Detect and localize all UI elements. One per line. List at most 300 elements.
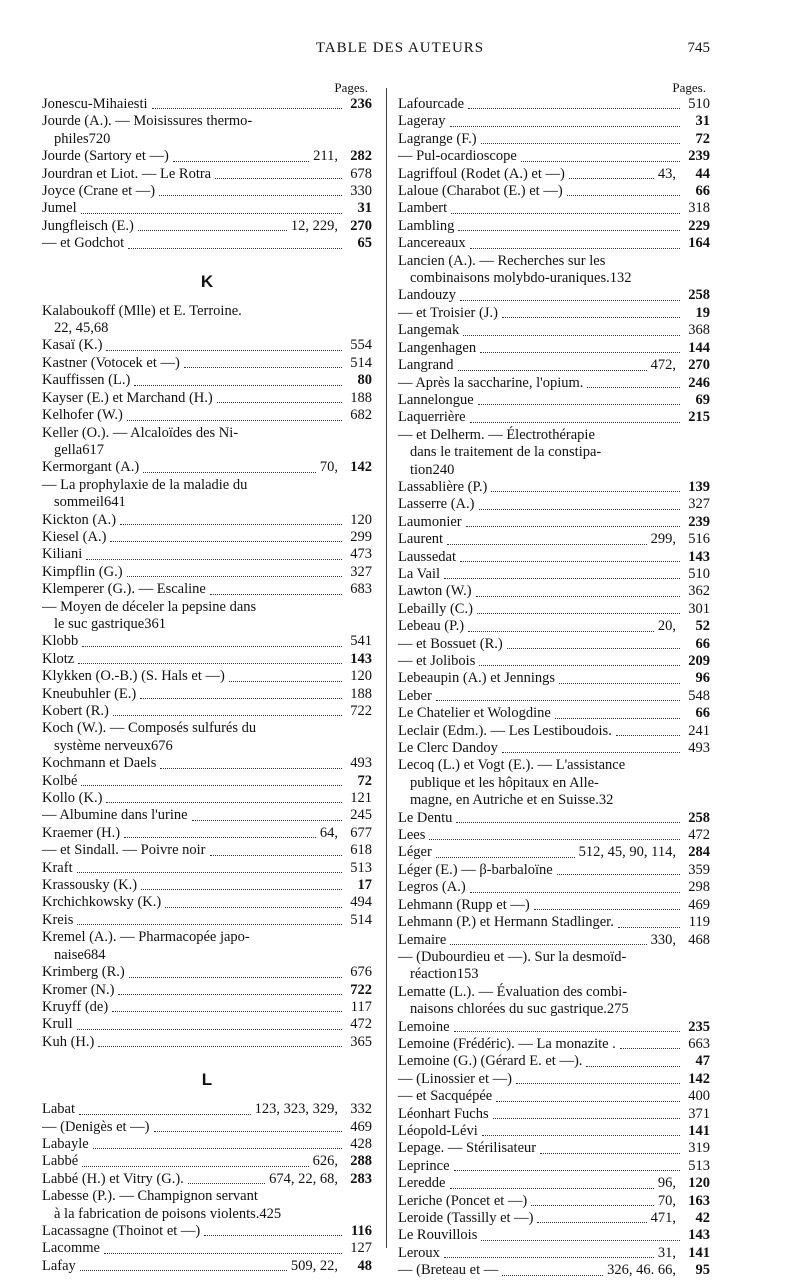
page-ref: 127: [350, 1240, 372, 1257]
author-name: Leredde: [398, 1175, 446, 1192]
dot-leader: [555, 718, 680, 719]
index-entry: [398, 1158, 710, 1175]
author-name: — (Dubourdieu et —). Sur la desmoïd-: [398, 948, 627, 965]
author-name: Lehmann (P.) et Hermann Stadlinger.: [398, 914, 614, 931]
author-name: Krull: [42, 1016, 73, 1033]
dot-leader: [460, 300, 680, 301]
author-name: Léopold-Lévi: [398, 1122, 478, 1139]
page-refs: 211,: [313, 148, 338, 165]
author-name: Lebeaupin (A.) et Jennings: [398, 670, 556, 687]
page-ref: 117: [350, 998, 372, 1015]
index-entry: [398, 287, 710, 304]
index-entry: [42, 529, 372, 546]
dot-leader: [436, 857, 575, 858]
index-entry: [42, 1119, 372, 1136]
author-name: Kermorgant (A.): [42, 459, 140, 476]
index-entry: [42, 1101, 372, 1118]
author-name: Kiesel (A.): [42, 528, 107, 545]
page-ref: 229: [688, 217, 710, 234]
author-name: Kreis: [42, 911, 74, 928]
author-name: Kiliani: [42, 546, 83, 563]
index-entry: [42, 790, 372, 807]
author-name: Lecoq (L.) et Vogt (E.). — L'assistance: [398, 757, 626, 774]
dot-leader: [79, 1114, 251, 1115]
dot-leader: [491, 491, 680, 492]
index-entry: [42, 1240, 372, 1257]
page-ref: 270: [350, 217, 372, 234]
author-name: Keller (O.). — Alcaloïdes des Ni-: [42, 424, 239, 441]
dot-leader: [587, 387, 680, 388]
page-refs: 123, 323, 329,: [254, 1101, 338, 1118]
author-name: Klobb: [42, 633, 79, 650]
index-entry-continuation: [42, 1206, 372, 1223]
page-ref: 66: [695, 635, 710, 652]
author-name: — (Denigès et —): [42, 1118, 150, 1135]
index-entry: [398, 740, 710, 757]
index-entry: [42, 459, 372, 476]
index-entry: [398, 131, 710, 148]
dot-leader: [482, 1135, 680, 1136]
entry-text: dans le traitement de la constipa-: [410, 444, 602, 461]
index-entry: [42, 235, 372, 252]
author-name: Le Dentu: [398, 809, 453, 826]
index-entry: [398, 757, 710, 774]
index-entry: [42, 807, 372, 824]
page-ref: 299: [350, 528, 372, 545]
dot-leader: [481, 143, 680, 144]
index-entry: [398, 1140, 710, 1157]
author-name: Le Chatelier et Wologdine: [398, 705, 551, 722]
index-entry-continuation: [42, 494, 372, 511]
author-name: Lannelongue: [398, 391, 474, 408]
author-name: Leber: [398, 687, 432, 704]
page-ref: 120: [350, 668, 372, 685]
dot-leader: [476, 596, 680, 597]
author-name: Langemak: [398, 322, 460, 339]
dot-leader: [450, 1188, 654, 1189]
page-ref: 319: [688, 1140, 710, 1157]
page-ref: 288: [350, 1153, 372, 1170]
index-entry: [398, 1175, 710, 1192]
page-ref: 95: [695, 1262, 710, 1279]
page-ref: 153: [456, 966, 479, 983]
dot-leader: [460, 561, 680, 562]
index-entry: [398, 340, 710, 357]
author-name: Kauffissen (L.): [42, 372, 131, 389]
page-ref: 66: [695, 705, 710, 722]
author-name: Kromer (N.): [42, 981, 115, 998]
author-name: Lasserre (A.): [398, 496, 475, 513]
page-ref: 19: [695, 304, 710, 321]
dot-leader: [468, 631, 654, 632]
index-entry: [398, 723, 710, 740]
author-name: Kochmann et Daels: [42, 755, 157, 772]
page-ref: 132: [609, 270, 632, 287]
page-refs: 299,: [650, 531, 676, 548]
author-name: Kelhofer (W.): [42, 407, 123, 424]
author-name: Jonescu-Mihaiesti: [42, 96, 148, 112]
page-ref: 332: [350, 1101, 372, 1118]
author-name: — Albumine dans l'urine: [42, 807, 188, 824]
index-entry: [42, 877, 372, 894]
index-entry: [42, 651, 372, 668]
page-ref: 65: [357, 235, 372, 252]
dot-leader: [586, 1066, 680, 1067]
page-refs: 512, 45, 90, 114,: [578, 844, 676, 861]
dot-leader: [458, 370, 647, 371]
index-entry: [398, 235, 710, 252]
page-refs: 12, 229,: [290, 217, 338, 234]
page-ref: 47: [695, 1053, 710, 1070]
page-ref: 663: [688, 1035, 710, 1052]
index-entry: [42, 982, 372, 999]
index-entry: [398, 549, 710, 566]
page-ref: 683: [350, 581, 372, 598]
dot-leader: [152, 108, 342, 109]
page-ref: 327: [688, 496, 710, 513]
author-name: Leclair (Edm.). — Les Lestiboudois.: [398, 722, 612, 739]
page-ref: 141: [688, 1244, 710, 1261]
dot-leader: [468, 108, 680, 109]
index-entry: [42, 1258, 372, 1275]
page-ref: 69: [695, 391, 710, 408]
author-name: Laumonier: [398, 513, 462, 530]
dot-leader: [106, 802, 342, 803]
dot-leader: [217, 402, 342, 403]
section-letter: K: [200, 271, 214, 291]
author-name: Lacomme: [42, 1240, 100, 1257]
dot-leader: [204, 1235, 342, 1236]
index-entry: [42, 546, 372, 563]
author-name: Lematte (L.). — Évaluation des combi-: [398, 983, 628, 1000]
dot-leader: [502, 1275, 603, 1276]
author-name: Kolbé: [42, 772, 78, 789]
index-entry: [398, 409, 710, 426]
page-refs: 64,: [319, 824, 338, 841]
author-name: Langrand: [398, 357, 454, 374]
page-refs: 70,: [657, 1192, 676, 1209]
author-name: Kalaboukoff (Mlle) et E. Terroine.: [42, 302, 242, 319]
author-name: Lambling: [398, 217, 455, 234]
index-entry: [398, 810, 710, 827]
dot-leader: [534, 909, 680, 910]
page-ref: 188: [350, 389, 372, 406]
author-name: — et Troisier (J.): [398, 304, 498, 321]
author-name: Joyce (Crane et —): [42, 183, 156, 200]
page-ref: 510: [688, 565, 710, 582]
dot-leader: [210, 594, 342, 595]
page-ref: 275: [606, 1001, 629, 1018]
author-name: Lageray: [398, 113, 446, 130]
index-entry: [42, 912, 372, 929]
author-name: Leprince: [398, 1157, 450, 1174]
author-name: — et Sindall. — Poivre noir: [42, 842, 206, 859]
dot-leader: [77, 924, 342, 925]
index-entry: [42, 860, 372, 877]
page-ref: 120: [350, 511, 372, 528]
index-entry-continuation: [398, 1001, 710, 1018]
page-ref: 301: [688, 600, 710, 617]
dot-leader: [229, 681, 342, 682]
index-entry: [42, 303, 372, 320]
dot-leader: [104, 1253, 342, 1254]
page-ref: 283: [350, 1170, 372, 1187]
index-entry: [42, 1016, 372, 1033]
dot-leader: [192, 820, 342, 821]
page-ref: 143: [688, 1227, 710, 1244]
page-ref: 684: [83, 946, 106, 963]
index-entry: [42, 113, 372, 130]
index-entry: [42, 512, 372, 529]
dot-leader: [531, 1205, 654, 1206]
page-ref: 209: [688, 653, 710, 669]
dot-leader: [127, 576, 342, 577]
page-ref: 365: [350, 1033, 372, 1050]
index-entry: [398, 1019, 710, 1036]
dot-leader: [569, 178, 654, 179]
dot-leader: [77, 872, 342, 873]
page-ref: 240: [432, 461, 455, 478]
author-name: Labat: [42, 1101, 76, 1118]
page-refs: 330,: [650, 931, 676, 948]
author-name: Kayser (E.) et Marchand (H.): [42, 389, 213, 406]
index-entry: [42, 407, 372, 424]
dot-leader: [124, 837, 316, 838]
dot-leader: [466, 526, 680, 527]
dot-leader: [454, 1170, 680, 1171]
dot-leader: [165, 907, 342, 908]
dot-leader: [143, 472, 316, 473]
index-entry: [42, 668, 372, 685]
author-name: — et Jolibois: [398, 653, 476, 669]
author-name: Koch (W.). — Composés sulfurés du: [42, 720, 257, 737]
page-ref: 142: [688, 1070, 710, 1087]
author-name: Labayle: [42, 1135, 89, 1152]
author-name: Krimberg (R.): [42, 964, 125, 981]
page-ref: 327: [350, 563, 372, 580]
author-name: Lemoine: [398, 1018, 450, 1035]
author-name: Klemperer (G.). — Escaline: [42, 581, 206, 598]
index-entry: [398, 897, 710, 914]
index-entry-continuation: [42, 947, 372, 964]
dot-leader: [120, 524, 342, 525]
index-column-left: [42, 80, 372, 1275]
page-refs: 472,: [650, 357, 676, 374]
page-ref: 116: [351, 1222, 372, 1239]
dot-leader: [567, 195, 680, 196]
page-ref: 468: [688, 931, 710, 948]
dot-leader: [113, 715, 342, 716]
dot-leader: [110, 541, 342, 542]
index-entry: [398, 949, 710, 966]
index-entry: [42, 166, 372, 183]
dot-leader: [480, 352, 680, 353]
author-name: Kasaï (K.): [42, 337, 103, 354]
author-name: Labbé (H.) et Vitry (G.).: [42, 1170, 184, 1187]
dot-leader: [456, 822, 680, 823]
index-entry: [398, 1036, 710, 1053]
author-name: Lemoine (Frédéric). — La monazite .: [398, 1035, 616, 1052]
page-ref: 493: [688, 740, 710, 757]
dot-leader: [620, 1048, 680, 1049]
index-entry: [398, 1088, 710, 1105]
author-name: La Vail: [398, 565, 441, 582]
dot-leader: [470, 892, 680, 893]
index-entry: [398, 984, 710, 1001]
author-name: Kobert (R.): [42, 703, 109, 719]
author-name: Leroux: [398, 1244, 440, 1261]
page-ref: 215: [688, 409, 710, 426]
index-entry: [42, 894, 372, 911]
index-entry: [398, 479, 710, 496]
page-ref: 722: [350, 981, 372, 998]
dot-leader: [436, 700, 680, 701]
page-refs: 20,: [657, 618, 676, 635]
index-entry: [42, 96, 372, 113]
page-ref: 282: [350, 148, 372, 165]
entry-text: gella: [54, 441, 83, 458]
index-entry: [42, 929, 372, 946]
index-entry: [398, 1193, 710, 1210]
page-ref: 359: [688, 861, 710, 878]
author-name: — La prophylaxie de la maladie du: [42, 476, 248, 493]
dot-leader: [106, 350, 342, 351]
index-entry: [42, 720, 372, 737]
dot-leader: [129, 977, 342, 978]
index-entry: [398, 1123, 710, 1140]
page-ref: 362: [688, 583, 710, 600]
author-name: — et Delherm. — Électrothérapie: [398, 426, 595, 443]
page-number: 745: [687, 40, 710, 56]
author-name: Labesse (P.). — Champignon servant: [42, 1188, 258, 1205]
page-ref: 245: [350, 807, 372, 824]
index-entry-continuation: [398, 792, 710, 809]
author-name: Lancereaux: [398, 235, 466, 252]
page-ref: 318: [688, 200, 710, 217]
page-ref: 618: [350, 842, 372, 859]
page-ref: 258: [688, 809, 710, 826]
page-ref: 361: [144, 615, 166, 632]
author-name: Léger (E.) — β-barbaloïne: [398, 861, 553, 878]
page-ref: 44: [695, 165, 710, 182]
index-column-right: [398, 80, 710, 1280]
author-name: Kastner (Votocek et —): [42, 354, 180, 371]
dot-leader: [450, 126, 681, 127]
index-entry: [42, 1188, 372, 1205]
index-entry: [398, 496, 710, 513]
author-name: Klykken (O.-B.) (S. Hals et —): [42, 668, 225, 685]
author-name: Lancien (A.). — Recherches sur les: [398, 252, 606, 269]
entry-text: magne, en Autriche et en Suisse.: [410, 792, 599, 809]
page-ref: 141: [688, 1122, 710, 1139]
dot-leader: [80, 1270, 287, 1271]
page-refs: 326, 46. 66,: [607, 1262, 676, 1279]
page-ref: 682: [350, 407, 372, 424]
author-name: Laussedat: [398, 548, 456, 565]
page-ref: 32: [598, 792, 614, 809]
page-ref: 31: [695, 113, 710, 130]
index-entry: [42, 773, 372, 790]
index-entry: [398, 670, 710, 687]
entry-text: système nerveux: [54, 737, 152, 754]
index-entry: [398, 844, 710, 861]
author-name: — et Godchot: [42, 235, 125, 252]
dot-leader: [134, 385, 342, 386]
author-name: Kollo (K.): [42, 790, 103, 807]
index-entry: [398, 113, 710, 130]
page-ref: 510: [688, 96, 710, 112]
index-entry: [398, 531, 710, 548]
dot-leader: [502, 317, 680, 318]
page-ref: 142: [350, 459, 372, 476]
index-entry: [398, 618, 710, 635]
page-ref: 270: [688, 357, 710, 374]
entry-text: philes: [54, 130, 89, 147]
page-ref: 239: [688, 148, 710, 165]
author-name: Landouzy: [398, 287, 456, 304]
index-entry: [42, 703, 372, 720]
author-name: Kuh (H.): [42, 1033, 95, 1050]
dot-leader: [463, 335, 680, 336]
author-name: Klotz: [42, 650, 75, 667]
index-entry: [398, 1262, 710, 1279]
dot-leader: [557, 874, 680, 875]
index-entry-continuation: [398, 444, 710, 461]
entry-text: tion: [410, 461, 433, 478]
entry-text: le suc gastrique: [54, 615, 145, 632]
index-entry: [42, 337, 372, 354]
dot-leader: [507, 648, 680, 649]
author-name: Kneubuhler (E.): [42, 685, 137, 702]
page-ref: 494: [350, 894, 372, 911]
running-head: [0, 40, 800, 66]
page-ref: 678: [350, 165, 372, 182]
page-title: TABLE DES AUTEURS: [315, 40, 485, 56]
page-ref: 400: [688, 1088, 710, 1105]
dot-leader: [98, 1046, 342, 1047]
page-ref: 554: [350, 337, 372, 354]
page-refs: 674, 22, 68,: [269, 1170, 338, 1187]
dot-leader: [86, 559, 342, 560]
page-ref: 676: [151, 737, 173, 754]
author-name: Laquerrière: [398, 409, 466, 426]
dot-leader: [454, 1031, 680, 1032]
index-entry: [398, 932, 710, 949]
pages-column-label: Pages.: [334, 80, 368, 95]
index-entry: [398, 392, 710, 409]
page-ref: 72: [357, 772, 372, 789]
page-ref: 96: [695, 670, 710, 687]
dot-leader: [81, 213, 342, 214]
index-entry: [398, 862, 710, 879]
page-refs: 43,: [657, 165, 676, 182]
page-ref: 469: [350, 1118, 372, 1135]
page-refs: 509, 22,: [290, 1257, 338, 1274]
index-entry: [398, 1071, 710, 1088]
page-ref: 722: [350, 703, 372, 719]
page-refs: 22, 45,: [54, 320, 94, 337]
page-ref: 473: [350, 546, 372, 563]
author-name: Legros (A.): [398, 879, 466, 896]
author-name: Lawton (W.): [398, 583, 472, 600]
index-entry: [42, 686, 372, 703]
index-entry: [42, 477, 372, 494]
index-entry: [398, 1210, 710, 1227]
page-refs: 70,: [319, 459, 338, 476]
dot-leader: [496, 1101, 680, 1102]
author-name: Kraemer (H.): [42, 824, 121, 841]
page-ref: 548: [688, 687, 710, 704]
